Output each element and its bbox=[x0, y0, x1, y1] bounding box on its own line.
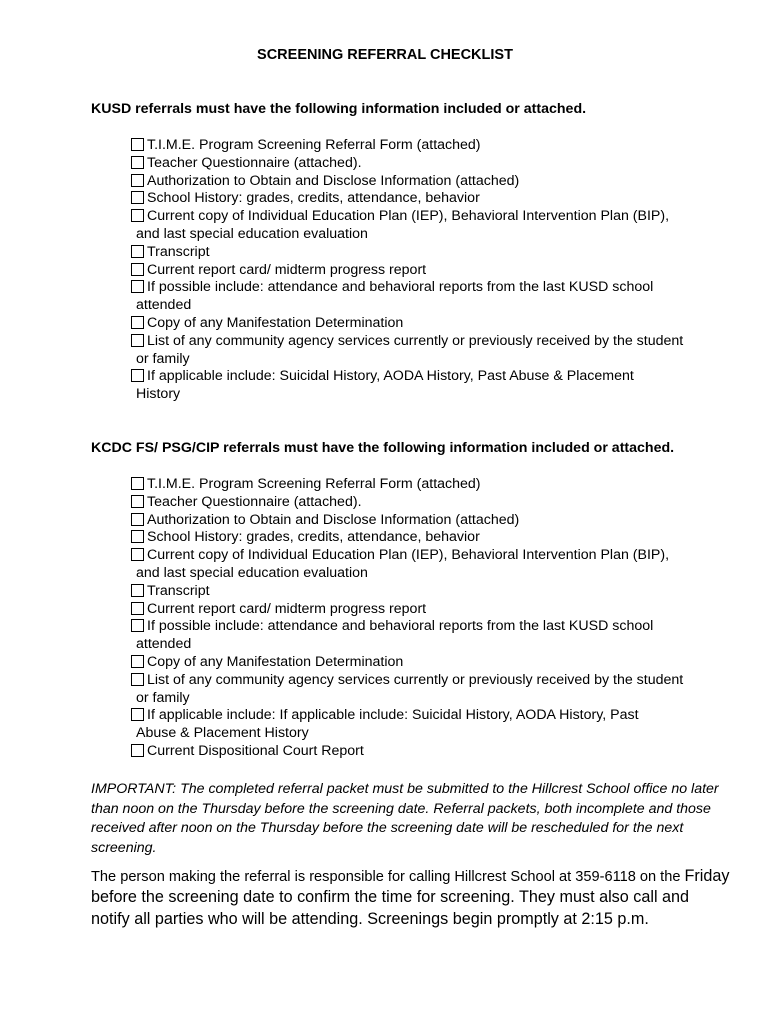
checklist-item-continuation: attended bbox=[136, 636, 192, 653]
checklist-item-label: Current copy of Individual Education Plan (IEP), Behavioral Intervention Plan (BIP), bbox=[147, 547, 670, 564]
checklist-item-continuation: or family bbox=[136, 350, 190, 367]
checkbox[interactable] bbox=[131, 673, 144, 686]
checkbox[interactable] bbox=[131, 513, 144, 526]
checklist-kusd bbox=[131, 137, 731, 404]
checkbox[interactable] bbox=[131, 191, 144, 204]
checkbox[interactable] bbox=[131, 316, 144, 329]
important-notice: IMPORTANT: The completed referral packet must be submitted to the Hillcrest School office no later than noon on the Thursday before the screening date. Referral packets, both incomplete and those received after noon on the Thursday before the screening date will be rescheduled for the next screening. bbox=[91, 781, 719, 856]
checklist-item bbox=[131, 155, 731, 173]
closing-text-part1: The person making the referral is responsible for calling Hillcrest School at 359-6118 on the bbox=[91, 869, 681, 885]
section-heading-kcdc: KCDC FS/ PSG/CIP referrals must have the following information included or attached. bbox=[91, 440, 675, 456]
checklist-item-label: List of any community agency services currently or previously received by the student bbox=[147, 332, 684, 349]
checkbox[interactable] bbox=[131, 548, 144, 561]
checklist-item-label: Authorization to Obtain and Disclose Information (attached) bbox=[147, 511, 520, 528]
checklist-item bbox=[131, 618, 731, 654]
closing-paragraph bbox=[91, 866, 731, 930]
checklist-item-label: Current Dispositional Court Report bbox=[147, 742, 364, 759]
checklist-item-label: If possible include: attendance and behavioral reports from the last KUSD school bbox=[147, 618, 654, 635]
checklist-item bbox=[131, 244, 731, 262]
checklist-item-label: T.I.M.E. Program Screening Referral Form (attached) bbox=[147, 476, 481, 492]
checklist-item bbox=[131, 654, 731, 672]
checklist-item-label: Current report card/ midterm progress report bbox=[147, 600, 427, 617]
checklist-item-continuation: or family bbox=[136, 689, 190, 706]
checklist-item bbox=[131, 547, 731, 583]
checklist-item bbox=[131, 315, 731, 333]
checklist-item bbox=[131, 601, 731, 619]
checklist-item-continuation: and last special education evaluation bbox=[136, 564, 368, 581]
checklist-item bbox=[131, 707, 731, 743]
section-heading-kusd: KUSD referrals must have the following information included or attached. bbox=[91, 101, 587, 117]
checklist-kcdc bbox=[131, 476, 731, 761]
checklist-item-label: Teacher Questionnaire (attached). bbox=[147, 493, 362, 510]
checklist-item-label: If applicable include: If applicable include: Suicidal History, AODA History, Past bbox=[147, 707, 639, 724]
checklist-item bbox=[131, 190, 731, 208]
checkbox[interactable] bbox=[131, 156, 144, 169]
checkbox[interactable] bbox=[131, 495, 144, 508]
checklist-item-label: Copy of any Manifestation Determination bbox=[147, 314, 404, 331]
checklist-item bbox=[131, 494, 731, 512]
checklist-item-label: Teacher Questionnaire (attached). bbox=[147, 154, 362, 171]
checkbox[interactable] bbox=[131, 209, 144, 222]
checklist-item-label: If possible include: attendance and behavioral reports from the last KUSD school bbox=[147, 279, 654, 296]
checklist-item-label: School History: grades, credits, attendance, behavior bbox=[147, 529, 480, 546]
checklist-item-continuation: and last special education evaluation bbox=[136, 225, 368, 242]
checklist-item-label: Transcript bbox=[147, 582, 210, 599]
checkbox[interactable] bbox=[131, 655, 144, 668]
checkbox[interactable] bbox=[131, 174, 144, 187]
checklist-item bbox=[131, 743, 731, 761]
checkbox[interactable] bbox=[131, 584, 144, 597]
checklist-item-continuation: Abuse & Placement History bbox=[136, 725, 309, 742]
checklist-item-label: Current report card/ midterm progress report bbox=[147, 261, 427, 278]
checklist-item bbox=[131, 529, 731, 547]
checklist-item bbox=[131, 333, 731, 369]
checkbox[interactable] bbox=[131, 708, 144, 721]
checkbox[interactable] bbox=[131, 138, 144, 151]
checkbox[interactable] bbox=[131, 280, 144, 293]
checkbox[interactable] bbox=[131, 369, 144, 382]
checkbox[interactable] bbox=[131, 263, 144, 276]
checkbox[interactable] bbox=[131, 477, 144, 490]
checklist-item bbox=[131, 279, 731, 315]
checklist-item-label: If applicable include: Suicidal History, AODA History, Past Abuse & Placement bbox=[147, 368, 634, 385]
checklist-item-label: Current copy of Individual Education Plan (IEP), Behavioral Intervention Plan (BIP), bbox=[147, 208, 670, 225]
checkbox[interactable] bbox=[131, 619, 144, 632]
checklist-item-label: School History: grades, credits, attendance, behavior bbox=[147, 190, 480, 207]
checklist-item-continuation: History bbox=[136, 386, 181, 403]
checkbox[interactable] bbox=[131, 245, 144, 258]
checklist-item-label: List of any community agency services currently or previously received by the student bbox=[147, 671, 684, 688]
checklist-item-label: Authorization to Obtain and Disclose Information (attached) bbox=[147, 172, 520, 189]
closing-text-part2: Friday before the screening date to confirm the time for screening. They must also call and notify all parties who will be attending. Screenings begin promptly at 2:15 p.m. bbox=[91, 867, 730, 928]
checkbox[interactable] bbox=[131, 744, 144, 757]
checklist-item bbox=[131, 173, 731, 191]
checklist-item bbox=[131, 583, 731, 601]
checklist-item bbox=[131, 476, 731, 494]
checklist-item bbox=[131, 137, 731, 155]
page-title: SCREENING REFERRAL CHECKLIST bbox=[257, 47, 513, 63]
checklist-item bbox=[131, 262, 731, 280]
checklist-item bbox=[131, 368, 731, 404]
checklist-item-label: Transcript bbox=[147, 243, 210, 260]
checklist-item-label: T.I.M.E. Program Screening Referral Form (attached) bbox=[147, 137, 481, 153]
checklist-item bbox=[131, 672, 731, 708]
checklist-item bbox=[131, 512, 731, 530]
checkbox[interactable] bbox=[131, 530, 144, 543]
checkbox[interactable] bbox=[131, 334, 144, 347]
checklist-item-label: Copy of any Manifestation Determination bbox=[147, 653, 404, 670]
checklist-item-continuation: attended bbox=[136, 297, 192, 314]
checkbox[interactable] bbox=[131, 602, 144, 615]
checklist-item bbox=[131, 208, 731, 244]
